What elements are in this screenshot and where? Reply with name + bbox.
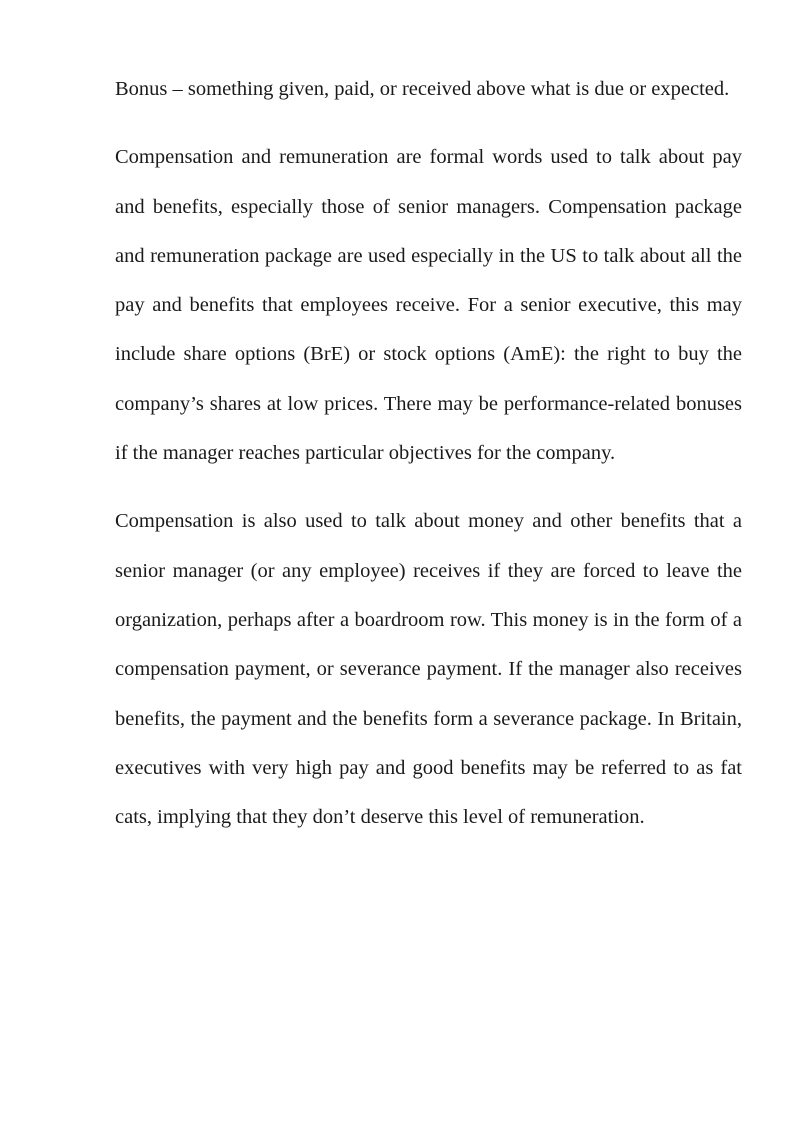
paragraph-bonus-definition: Bonus – something given, paid, or received above what is due or expected.: [115, 78, 730, 100]
paragraph-severance-package: Compensation is also used to talk about money and other benefits that a senior manager (or any employee) receives if they are forced to leave the organization, perhaps after a boardroom row. This money is in the form of a compensation payment, or severance payment. If the manager also receives benefits, the payment and the benefits form a severance package. In Britain, executives with very high pay and good benefits may be referred to as fat cats, implying that they don’t deserve this level of remuneration.: [115, 510, 742, 829]
paragraph-compensation-package: Compensation and remuneration are formal words used to talk about pay and benefits, especially those of senior managers. Compensation package and remuneration package are used especially in the US to talk about all the pay and benefits that employees receive. For a senior executive, this may include share options (BrE) or stock options (AmE): the right to buy the company’s shares at low prices. There may be performance-related bonuses if the manager reaches particular objectives for the company.: [115, 146, 742, 465]
document-body: [115, 65, 742, 842]
